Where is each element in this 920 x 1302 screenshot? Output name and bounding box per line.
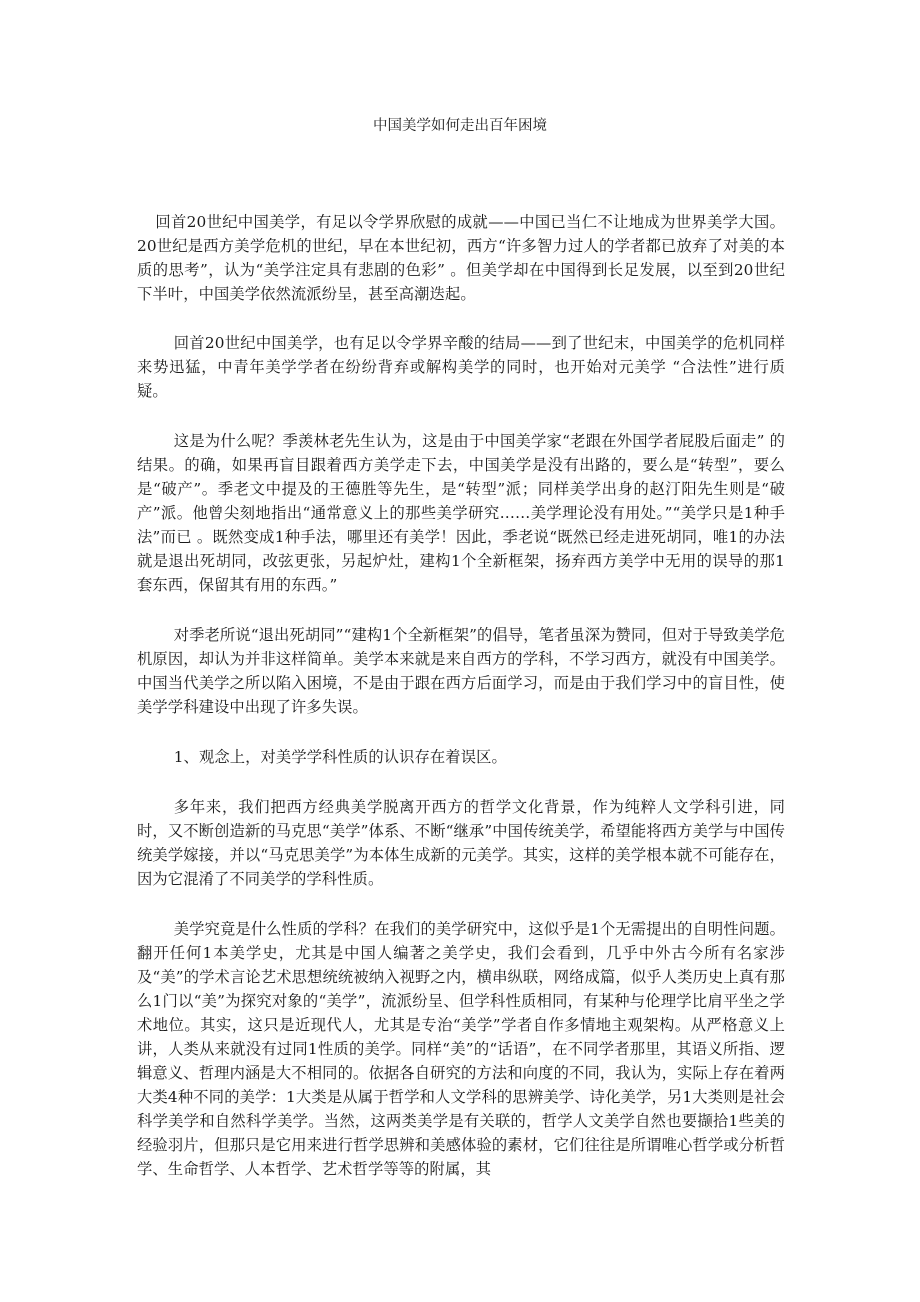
paragraph-6: 美学究竟是什么性质的学科？在我们的美学研究中，这似乎是1个无需提出的自明性问题。翻开任何1本美学史，尤其是中国人编著之美学史，我们会看到，几乎中外古今所有名家涉及“美”的学术言论艺术思想统统被纳入视野之内，横串纵联，网络成篇，似乎人类历史上真有那么1门以“美”为探究对象的“美学”，流派纷呈、但学科性质相同，有某种与伦理学比肩平坐之学术地位。其实，这只是近现代人，尤其是专治“美学”学者自作多情地主观架构。从严格意义上讲，人类从来就没有过同1性质的美学。同样“美”的“话语”，在不同学者那里，其语义所指、逻辑意义、哲理内涵是大不相同的。依据各自研究的方法和向度的不同，我认为，实际上存在着两大类4种不同的美学：1大类是从属于哲学和人文学科的思辨美学、诗化美学，另1大类则是社会科学美学和自然科学美学。当然，这两类美学是有关联的，哲学人文美学自然也要撷拾1些美的经验羽片，但那只是它用来进行哲学思辨和美感体验的素材，它们往往是所谓唯心哲学或分析哲学、生命哲学、人本哲学、艺术哲学等等的附属，其 — [137, 920, 785, 1178]
paragraph-5: 多年来，我们把西方经典美学脱离开西方的哲学文化背景，作为纯粹人文学科引进，同时，又不断创造新的马克思“美学”体系、不断“继承”中国传统美学，希望能将西方美学与中国传统美学嫁接，并以“马克思美学”为本体生成新的元美学。其实，这样的美学根本就不可能存在，因为它混淆了不同美学的学科性质。 — [137, 798, 785, 888]
paragraph-3: 这是为什么呢？季羡林老先生认为，这是由于中国美学家“老跟在外国学者屁股后面走” 的结果。的确，如果再盲目跟着西方美学走下去，中国美学是没有出路的，要么是“转型”，要么是“破产”。季老文中提及的王德胜等先生，是“转型”派；同样美学出身的赵汀阳先生则是“破产”派。他曾尖刻地指出“通常意义上的那些美学研究……美学理论没有用处。”“美学只是1种手法”而已 。既然变成1种手法，哪里还有美学！因此，季老说“既然已经走进死胡同，唯1的办法就是退出死胡同，改弦更张，另起炉灶，建构1个全新框架，扬弃西方美学中无用的误导的那1套东西，保留其有用的东西。” — [137, 432, 785, 594]
paragraph-4: 对季老所说“退出死胡同”“建构1个全新框架”的倡导，笔者虽深为赞同，但对于导致美学危机原因，却认为并非这样简单。美学本来就是来自西方的学科，不学习西方，就没有中国美学。中国当代美学之所以陷入困境，不是由于跟在西方后面学习，而是由于我们学习中的盲目性，使美学学科建设中出现了许多失误。 — [137, 626, 785, 716]
document-title: 中国美学如何走出百年困境 — [373, 118, 547, 134]
document-body — [137, 210, 785, 1207]
paragraph-2: 回首20世纪中国美学，也有足以令学界辛酸的结局——到了世纪末，中国美学的危机同样来势迅猛，中青年美学学者在纷纷背弃或解构美学的同时，也开始对元美学 “合法性”进行质疑。 — [137, 334, 785, 400]
paragraph-1: 回首20世纪中国美学，有足以令学界欣慰的成就——中国已当仁不让地成为世界美学大国。20世纪是西方美学危机的世纪，早在本世纪初，西方“许多智力过人的学者都已放弃了对美的本质的思考”，认为“美学注定具有悲剧的色彩” 。但美学却在中国得到长足发展，以至到20世纪下半叶，中国美学依然流派纷呈，甚至高潮迭起。 — [137, 213, 785, 303]
section-heading-1: 1、观念上，对美学学科性质的认识存在着误区。 — [173, 748, 507, 766]
